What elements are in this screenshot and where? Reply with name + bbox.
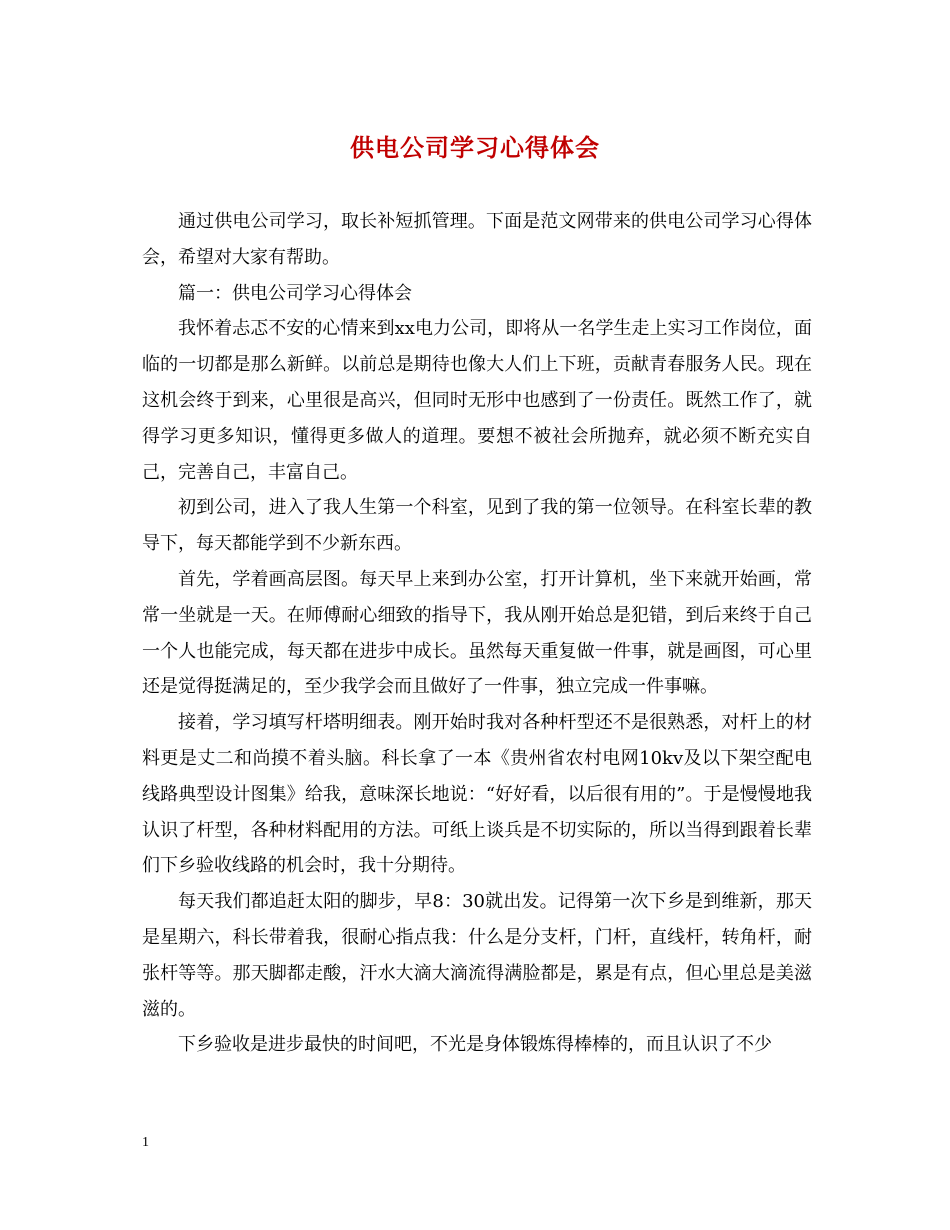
paragraph: 初到公司，进入了我人生第一个科室，见到了我的第一位领导。在科室长辈的教导下，每天都能学到不少新东西。 xyxy=(142,497,812,555)
paragraph: 首先，学着画高层图。每天早上来到办公室，打开计算机，坐下来就开始画，常常一坐就是一天。在师傅耐心细致的指导下，我从刚开始总是犯错，到后来终于自己一个人也能完成，每天都在进步中成长。虽然每天重复做一件事，就是画图，可心里还是觉得挺满足的，至少我学会而且做好了一件事，独立完成一件事嘛。 xyxy=(142,568,812,698)
paragraph: 下乡验收是进步最快的时间吧，不光是身体锻炼得棒棒的，而且认识了不少 xyxy=(178,1034,772,1056)
document-body xyxy=(142,204,812,1063)
paragraph: 接着，学习填写杆塔明细表。刚开始时我对各种杆型还不是很熟悉，对杆上的材料更是丈二和尚摸不着头脑。科长拿了一本《贵州省农村电网10kv及以下架空配电线路典型设计图集》给我，意味深长地说：“好好看，以后很有用的”。于是慢慢地我认识了杆型，各种材料配用的方法。可纸上谈兵是不切实际的，所以当得到跟着长辈们下乡验收线路的机会时，我十分期待。 xyxy=(142,712,812,877)
section-heading: 篇一：供电公司学习心得体会 xyxy=(178,282,412,304)
paragraph: 我怀着忐忑不安的心情来到xx电力公司，即将从一名学生走上实习工作岗位，面临的一切都是那么新鲜。以前总是期待也像大人们上下班，贡献青春服务人民。现在这机会终于到来，心里很是高兴，但同时无形中也感到了一份责任。既然工作了，就得学习更多知识，懂得更多做人的道理。要想不被社会所抛弃，就必须不断充实自己，完善自己，丰富自己。 xyxy=(142,318,812,483)
page-number: 1 xyxy=(142,1135,149,1150)
paragraph: 每天我们都追赶太阳的脚步，早8：30就出发。记得第一次下乡是到维新，那天是星期六，科长带着我，很耐心指点我：什么是分支杆，门杆，直线杆，转角杆，耐张杆等等。那天脚都走酸，汗水大滴大滴流得满脸都是，累是有点，但心里总是美滋滋的。 xyxy=(142,891,812,1020)
paragraph-intro: 通过供电公司学习，取长补短抓管理。下面是范文网带来的供电公司学习心得体会，希望对大家有帮助。 xyxy=(142,211,812,268)
document-title: 供电公司学习心得体会 xyxy=(350,133,600,162)
